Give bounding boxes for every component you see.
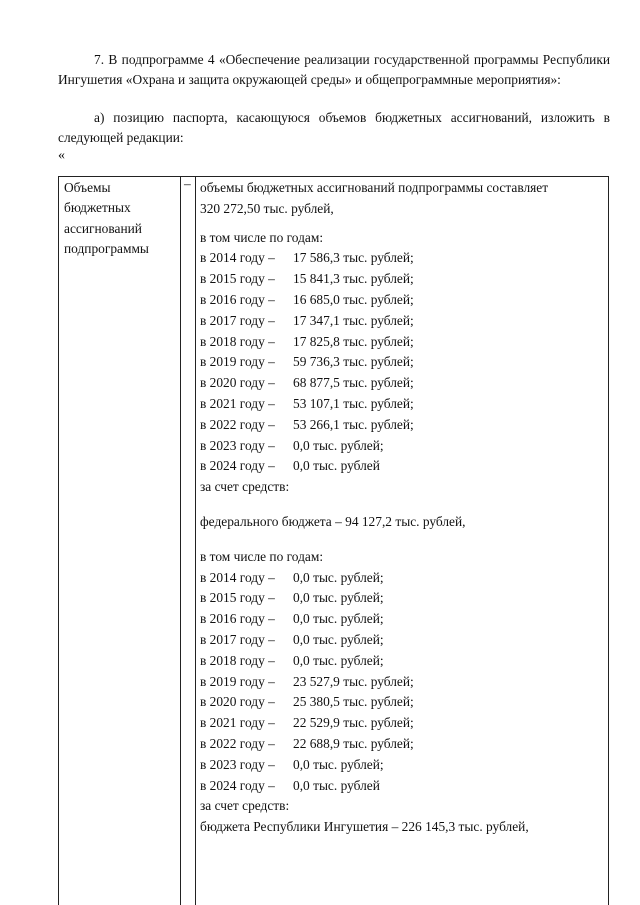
years-federal-list: [200, 568, 600, 797]
year-label: в 2021 году –: [200, 715, 275, 731]
year-label: в 2022 году –: [200, 416, 275, 432]
total-line-1: объемы бюджетных ассигнований подпрограммы составляет: [200, 180, 549, 195]
year-amount: 0,0 тыс. рублей: [293, 777, 380, 793]
total-line-2: 320 272,50 тыс. рублей,: [200, 200, 334, 216]
by-years-heading: в том числе по годам:: [200, 229, 324, 245]
year-amount: 23 527,9 тыс. рублей;: [293, 673, 414, 689]
year-amount: 0,0 тыс. рублей;: [293, 437, 384, 453]
row-label: [64, 178, 174, 260]
year-amount: 0,0 тыс. рублей;: [293, 611, 384, 627]
year-row: [200, 373, 600, 394]
label-line: бюджетных: [64, 200, 131, 216]
label-line: ассигнований: [64, 220, 142, 236]
federal-total: федерального бюджета – 94 127,2 тыс. рублей,: [200, 513, 466, 529]
year-amount: 0,0 тыс. рублей;: [293, 756, 384, 772]
by-years-heading: в том числе по годам:: [200, 548, 324, 564]
table-divider-2: [195, 176, 196, 905]
year-label: в 2014 году –: [200, 250, 275, 266]
year-label: в 2020 году –: [200, 694, 275, 710]
year-row: [200, 311, 600, 332]
year-amount: 53 266,1 тыс. рублей;: [293, 416, 414, 432]
year-row: [200, 651, 600, 672]
year-label: в 2017 году –: [200, 631, 275, 647]
year-row: [200, 609, 600, 630]
opening-quote: «: [58, 148, 65, 163]
table-top-border: [58, 176, 609, 177]
year-amount: 17 586,3 тыс. рублей;: [293, 250, 414, 266]
year-row: [200, 588, 600, 609]
year-label: в 2022 году –: [200, 735, 275, 751]
year-label: в 2015 году –: [200, 590, 275, 606]
year-row: [200, 456, 600, 477]
year-row: [200, 734, 600, 755]
year-row: [200, 568, 600, 589]
year-label: в 2023 году –: [200, 756, 275, 772]
year-row: [200, 415, 600, 436]
source-label: за счет средств:: [200, 479, 290, 495]
year-row: [200, 352, 600, 373]
table-divider-1: [180, 176, 181, 905]
year-amount: 22 688,9 тыс. рублей;: [293, 735, 414, 751]
year-amount: 0,0 тыс. рублей;: [293, 569, 384, 585]
regional-total: бюджета Республики Ингушетия – 226 145,3 тыс. рублей,: [200, 819, 529, 835]
year-row: [200, 269, 600, 290]
year-amount: 59 736,3 тыс. рублей;: [293, 354, 414, 370]
allocation-details: [200, 178, 600, 838]
year-amount: 0,0 тыс. рублей;: [293, 590, 384, 606]
year-amount: 0,0 тыс. рублей;: [293, 652, 384, 668]
year-amount: 17 825,8 тыс. рублей;: [293, 333, 414, 349]
year-amount: 0,0 тыс. рублей: [293, 458, 380, 474]
year-label: в 2018 году –: [200, 652, 275, 668]
year-label: в 2018 году –: [200, 333, 275, 349]
year-label: в 2015 году –: [200, 271, 275, 287]
year-label: в 2019 году –: [200, 673, 275, 689]
year-row: [200, 776, 600, 797]
passport-table: [58, 176, 609, 905]
year-label: в 2021 году –: [200, 395, 275, 411]
table-left-border: [58, 176, 59, 905]
year-amount: 22 529,9 тыс. рублей;: [293, 715, 414, 731]
year-label: в 2020 году –: [200, 375, 275, 391]
year-amount: 15 841,3 тыс. рублей;: [293, 271, 414, 287]
year-row: [200, 672, 600, 693]
year-amount: 25 380,5 тыс. рублей;: [293, 694, 414, 710]
year-amount: 68 877,5 тыс. рублей;: [293, 375, 414, 391]
year-row: [200, 290, 600, 311]
intro-paragraph-7: 7. В подпрограмме 4 «Обеспечение реализации государственной программы Республики Ингушетия «Охрана и защита окружающей среды» и общепрограммные мероприятия»:: [58, 52, 610, 87]
intro-paragraph-a: а) позицию паспорта, касающуюся объемов бюджетных ассигнований, изложить в следующей редакции:: [58, 110, 610, 145]
label-line: Объемы: [64, 180, 111, 195]
year-label: в 2024 году –: [200, 458, 275, 474]
year-amount: 16 685,0 тыс. рублей;: [293, 291, 414, 307]
year-row: [200, 755, 600, 776]
year-row: [200, 436, 600, 457]
year-row: [200, 332, 600, 353]
year-label: в 2016 году –: [200, 611, 275, 627]
year-row: [200, 630, 600, 651]
year-amount: 53 107,1 тыс. рублей;: [293, 395, 414, 411]
year-label: в 2016 году –: [200, 291, 275, 307]
year-row: [200, 394, 600, 415]
source-label: за счет средств:: [200, 798, 290, 814]
year-amount: 17 347,1 тыс. рублей;: [293, 312, 414, 328]
year-label: в 2024 году –: [200, 777, 275, 793]
year-label: в 2014 году –: [200, 569, 275, 585]
label-line: подпрограммы: [64, 241, 149, 257]
year-row: [200, 248, 600, 269]
years-total-list: [200, 248, 600, 477]
year-row: [200, 713, 600, 734]
year-label: в 2017 году –: [200, 312, 275, 328]
year-label: в 2023 году –: [200, 437, 275, 453]
year-amount: 0,0 тыс. рублей;: [293, 631, 384, 647]
separator-dash: –: [184, 176, 191, 191]
table-right-border: [608, 176, 609, 905]
year-label: в 2019 году –: [200, 354, 275, 370]
year-row: [200, 692, 600, 713]
